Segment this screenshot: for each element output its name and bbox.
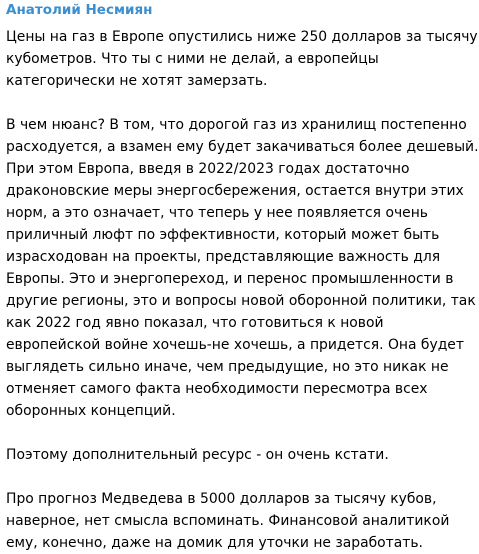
post-text-line: категорически не хотят замерзать. — [6, 73, 268, 89]
post-text-line: другие регионы, это и вопросы новой оборонной политики, так — [6, 293, 476, 309]
post-paragraph — [6, 26, 478, 92]
post-text-line: израсходован на проекты, представляющие важность для — [6, 249, 441, 265]
post-text-line: Цены на газ в Европе опустились ниже 250 долларов за тысячу — [6, 29, 478, 45]
post-text-line: выглядеть сильно иначе, чем предыдущие, но это никак не — [6, 359, 449, 375]
post-author-name[interactable]: Анатолий Несмиян — [6, 2, 153, 18]
post-text-line: норм, а это означает, что теперь у нее появляется очень — [6, 205, 428, 221]
post-paragraph — [6, 114, 479, 422]
post-body-text — [6, 26, 479, 554]
post-text-line: расходуется, а взамен ему будет закачиваться более дешевый. — [6, 139, 479, 155]
post-text-line: наверное, нет смысла вспоминать. Финансовой аналитикой — [6, 513, 450, 529]
post-text-line: отменяет самого факта необходимости пересмотра всех — [6, 381, 428, 397]
post-text-line: При этом Европа, введя в 2022/2023 годах достаточно — [6, 161, 410, 177]
post-text-line: приличный люфт по эффективности, который может быть — [6, 227, 440, 243]
post-text-line: оборонных концепций. — [6, 403, 176, 419]
post-paragraph — [6, 488, 450, 554]
post-text-line: Поэтому дополнительный ресурс - он очень кстати. — [6, 447, 389, 463]
post-text-line: драконовские меры энергосбережения, остается внутри этих — [6, 183, 464, 199]
post-paragraph — [6, 444, 430, 466]
post-text-line: кубометров. Что ты с ними не делай, а европейцы — [6, 51, 379, 67]
post-text-line: Европы. Это и энергопереход, и перенос промышленности в — [6, 271, 454, 287]
post-text-line: Про прогноз Медведева в 5000 долларов за тысячу кубов, — [6, 491, 437, 507]
post-text-line: В чем нюанс? В том, что дорогой газ из хранилищ постепенно — [6, 117, 467, 133]
post-text-line: европейской войне хочешь-не хочешь, а придется. Она будет — [6, 337, 464, 353]
post-text-line: ему, конечно, даже на домик для уточки не заработать. — [6, 535, 423, 551]
post-text-line: как 2022 год явно показал, что готовиться к новой — [6, 315, 384, 331]
